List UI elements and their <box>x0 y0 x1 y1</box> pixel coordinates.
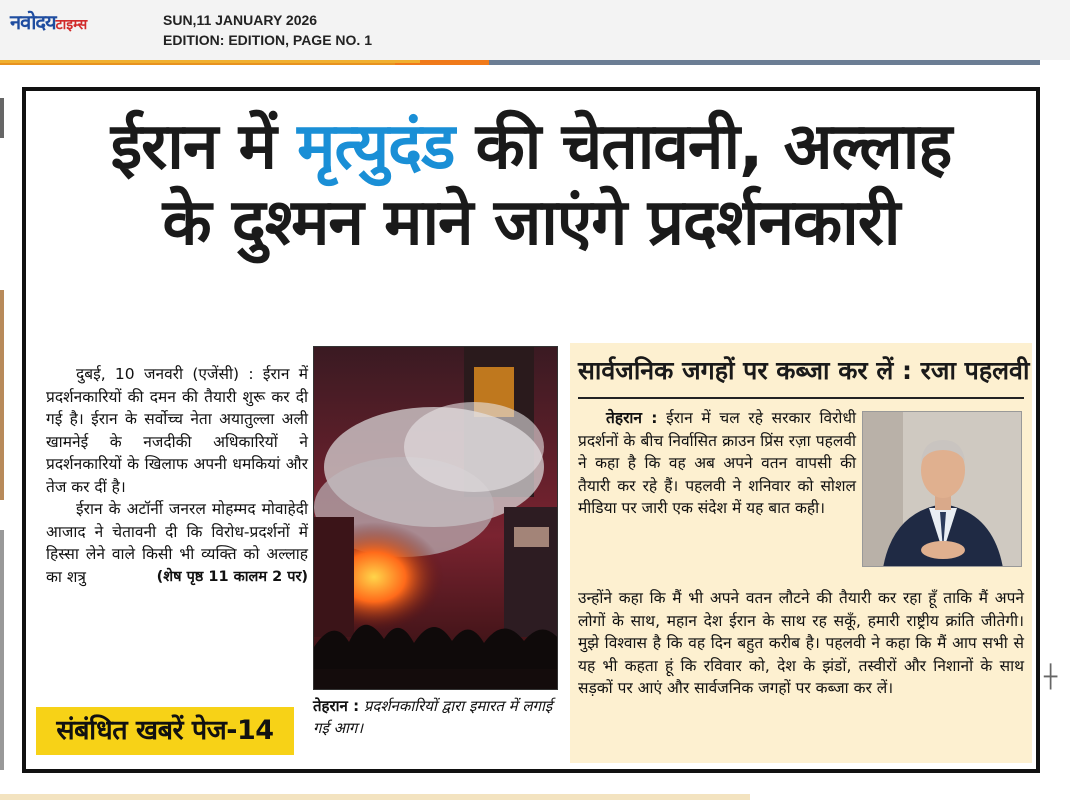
sidebar-paragraph-2: उन्होंने कहा कि मैं भी अपने वतन लौटने की तैयारी कर रहा हूँ ताकि मैं अपने लोगों के साथ, महान देश ईरान के साथ रह सकूँ, हमारी राष्ट्रीय क्रांति जीतेगी। मुझे विश्वास है कि वह दिन बहुत करीब है। पहलवी ने कहा कि मैं आप सभी से यह भी कहता हूं कि रविवार को, देश के झंडों, तस्वीरों और निशानों के साथ सड़कों पर आएं और सार्वजनिक जगहों पर कब्जा कर लें। <box>578 589 1024 697</box>
caption-text: प्रदर्शनकारियों द्वारा इमारत में लगाई गई आग। <box>313 697 553 737</box>
logo-sub: टाइम्स <box>55 17 88 33</box>
edition-info <box>163 10 372 50</box>
continued-note[interactable]: (शेष पृष्ठ 11 कालम 2 पर) <box>156 569 308 585</box>
crosshair-icon[interactable]: ┼ <box>1044 665 1058 690</box>
sidebar-story <box>570 343 1032 763</box>
article-frame <box>22 87 1040 773</box>
article-body <box>46 363 308 589</box>
header-divider-accent <box>0 60 420 63</box>
edition-date: SUN,11 JANUARY 2026 <box>163 12 318 28</box>
protest-fire-photo[interactable] <box>313 346 558 690</box>
bottom-strip <box>0 794 750 800</box>
adjacent-image-edge <box>0 290 4 500</box>
headline-part2: की चेतावनी, अल्लाह <box>454 110 952 184</box>
article-headline[interactable] <box>26 109 1036 261</box>
sidebar-headline[interactable]: सार्वजनिक जगहों पर कब्जा कर लें : रजा पहलवी <box>578 356 1030 385</box>
headline-highlight: मृत्युदंड <box>297 110 455 184</box>
photo-caption <box>313 695 558 739</box>
edition-page: EDITION: EDITION, PAGE NO. 1 <box>163 32 372 48</box>
newspaper-logo[interactable] <box>10 8 140 36</box>
caption-place: तेहरान : <box>313 697 360 715</box>
adjacent-article-edge-lower <box>0 530 4 770</box>
headline-part1: ईरान में <box>110 110 298 184</box>
related-news-banner[interactable]: संबंधित खबरें पेज-14 <box>36 707 294 755</box>
portrait-illustration <box>863 412 1022 567</box>
article-paragraph-2: ईरान के अटॉर्नी जनरल मोहम्मद मोवाहेदी आजाद ने चेतावनी दी कि विरोध-प्रदर्शनों में हिस्सा लेने वाले किसी भी व्यक्ति को अल्लाह का शत्रु <box>46 500 308 586</box>
sidebar-dateline: तेहरान : <box>606 409 658 427</box>
article-paragraph-1: दुबई, 10 जनवरी (एजेंसी) : ईरान में प्रदर्शनकारियों की दमन की तैयारी शुरू कर दी गई है। ईरान के सर्वोच्च नेता अयातुल्ला अली खामनेई के नजदीकी अधिकारियों ने प्रदर्शनकारियों के खिलाफ अपनी धमकियां और तेज कर दीं है। <box>46 365 308 496</box>
sidebar-text1: ईरान में चल रहे सरकार विरोधी प्रदर्शनों के बीच निर्वासित क्राउन प्रिंस रज़ा पहलवी ने कहा है कि वह अब अपने वतन वापसी की तैयारी कर रहे हैं। पहलवी ने शनिवार को सोशल मीडिया पर जारी एक संदेश में यह बात कही। <box>578 409 856 517</box>
adjacent-article-edge <box>0 98 4 138</box>
sidebar-paragraph-1 <box>578 407 856 520</box>
logo-main: नवोदय <box>10 10 56 34</box>
sidebar-divider <box>578 397 1024 399</box>
headline-line2: के दुश्मन माने जाएंगे प्रदर्शनकारी <box>162 186 900 260</box>
photo-illustration <box>314 347 558 690</box>
reza-pahlavi-portrait[interactable] <box>862 411 1022 567</box>
top-bar <box>0 0 1070 60</box>
